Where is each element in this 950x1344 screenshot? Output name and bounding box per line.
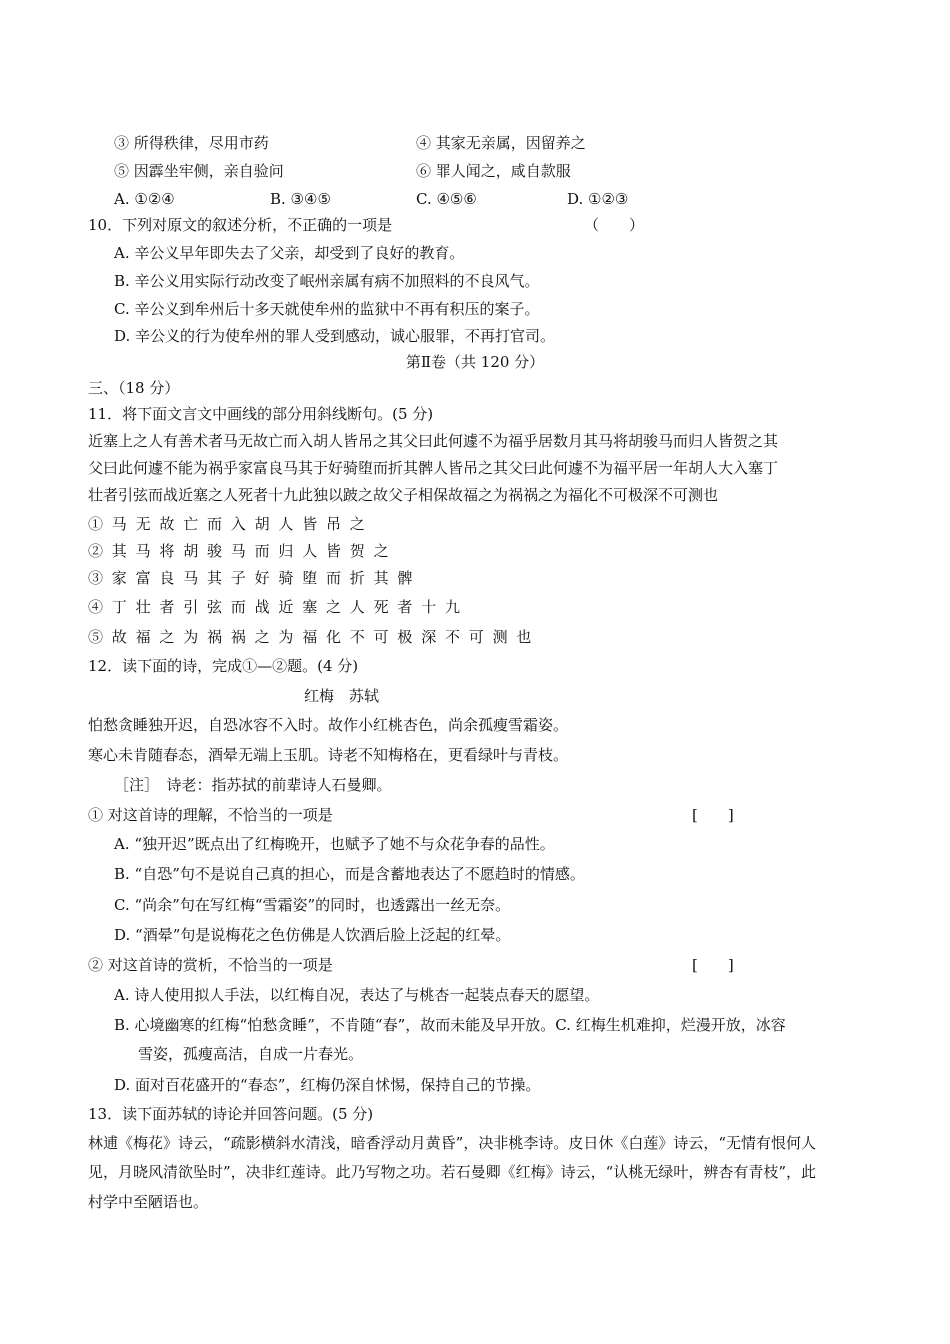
q11-sentence-1: ①马无故亡而入胡人皆吊之 [88,515,374,533]
section-3-heading: 三、（18 分） [88,379,180,397]
poem-line-1: 怕愁贪睡独开迟，自恐冰容不入时。故作小红桃杏色，尚余孤瘦雪霜姿。 [88,716,569,734]
q12-sub1-stem: ① 对这首诗的理解，不恰当的一项是 [88,806,333,824]
q9-option-6: ⑥ 罪人闻之，咸自款服 [416,162,571,180]
q9-choice-d: D. ①②③ [567,190,629,208]
q9-option-3: ③ 所得秩律，尽用市药 [114,134,269,152]
q13-passage-line-3: 村学中至陋语也。 [88,1193,209,1211]
q12-stem: 12．读下面的诗，完成①—②题。(4 分) [88,657,359,675]
q12-sub1-answer-bracket: [ ] [692,806,734,824]
q11-sentence-2: ②其马将胡骏马而归人皆贺之 [88,542,398,560]
q12-sub1-option-a: A. “独开迟”既点出了红梅晚开，也赋予了她不与众花争春的品性。 [114,835,555,853]
q11-sentence-5: ⑤故福之为祸祸之为福化不可极深不可测也 [88,628,541,646]
q11-passage-line-2: 父曰此何遽不能为祸乎家富良马其于好骑堕而折其髀人皆吊之其父曰此何遽不为福平居一年胡人大入塞丁 [88,459,779,477]
q10-option-b: B. 辛公义用实际行动改变了岷州亲属有病不加照料的不良风气。 [114,272,540,290]
q9-choice-c: C. ④⑤⑥ [416,190,477,208]
q9-option-4: ④ 其家无亲属，因留养之 [416,134,586,152]
q9-choice-b: B. ③④⑤ [270,190,331,208]
part2-title: 第Ⅱ卷（共 120 分） [405,353,545,371]
q11-sentence-3: ③家富良马其子好骑堕而折其髀 [88,569,422,587]
q10-stem: 10．下列对原文的叙述分析，不正确的一项是 [88,216,393,234]
q10-answer-paren: （ ） [584,216,645,234]
q12-sub2-stem: ② 对这首诗的赏析，不恰当的一项是 [88,956,333,974]
q10-option-a: A. 辛公义早年即失去了父亲，却受到了良好的教育。 [114,244,465,262]
q11-stem: 11．将下面文言文中画线的部分用斜线断句。(5 分) [88,405,434,423]
poem-note: ［注］ 诗老：指苏拭的前辈诗人石曼卿。 [114,776,392,794]
q10-option-d: D. 辛公义的行为使牟州的罪人受到感动，诚心服罪，不再打官司。 [114,327,556,345]
q11-sentence-4: ④丁壮者引弦而战近塞之人死者十九 [88,598,469,616]
q13-stem: 13．读下面苏轼的诗论并回答问题。(5 分) [88,1105,374,1123]
poem-line-2: 寒心未肯随春态，酒晕无端上玉肌。诗老不知梅格在，更看绿叶与青枝。 [88,746,569,764]
q12-sub2-answer-bracket: [ ] [692,956,734,974]
q13-passage-line-2: 见，月晓风清欲坠时”，决非红莲诗。此乃写物之功。若石曼卿《红梅》诗云，“认桃无绿叶，辨杏有青枝”，此 [88,1163,817,1181]
q13-passage-line-1: 林逋《梅花》诗云，“疏影横斜水清浅，暗香浮动月黄昏”，决非桃李诗。皮日休《白莲》诗云，“无情有恨何人 [88,1134,817,1152]
q10-option-c: C. 辛公义到牟州后十多天就使牟州的监狱中不再有积压的案子。 [114,300,540,318]
q12-sub2-option-b-continued: 雪姿，孤瘦高洁，自成一片春光。 [138,1045,364,1063]
q12-sub1-option-d: D. “酒晕”句是说梅花之色仿佛是人饮酒后脸上泛起的红晕。 [114,926,511,944]
q9-option-5: ⑤ 因霹坐牢侧，亲自验问 [114,162,284,180]
q12-sub2-option-b: B. 心境幽寒的红梅“怕愁贪睡”，不肯随“春”，故而未能及早开放。C. 红梅生机难抑，烂漫开放，冰容 [114,1016,786,1034]
q12-sub1-option-c: C. “尚余”句在写红梅“雪霜姿”的同时，也透露出一丝无奈。 [114,896,511,914]
q12-sub2-option-d: D. 面对百花盛开的“春态”，红梅仍深自怵惕，保持自己的节操。 [114,1076,541,1094]
q11-passage-line-3: 壮者引弦而战近塞之人死者十九此独以跛之故父子相保故福之为祸祸之为福化不可极深不可测也 [88,486,719,504]
poem-title: 红梅 苏轼 [304,687,380,705]
q12-sub1-option-b: B. “自恐”句不是说自己真的担心，而是含蓄地表达了不愿趋时的情感。 [114,865,585,883]
q9-choice-a: A. ①②④ [114,190,175,208]
q11-passage-line-1: 近塞上之人有善术者马无故亡而入胡人皆吊之其父曰此何遽不为福乎居数月其马将胡骏马而归人皆贺之其 [88,432,779,450]
q12-sub2-option-a: A. 诗人使用拟人手法，以红梅自况，表达了与桃杏一起装点春天的愿望。 [114,986,600,1004]
